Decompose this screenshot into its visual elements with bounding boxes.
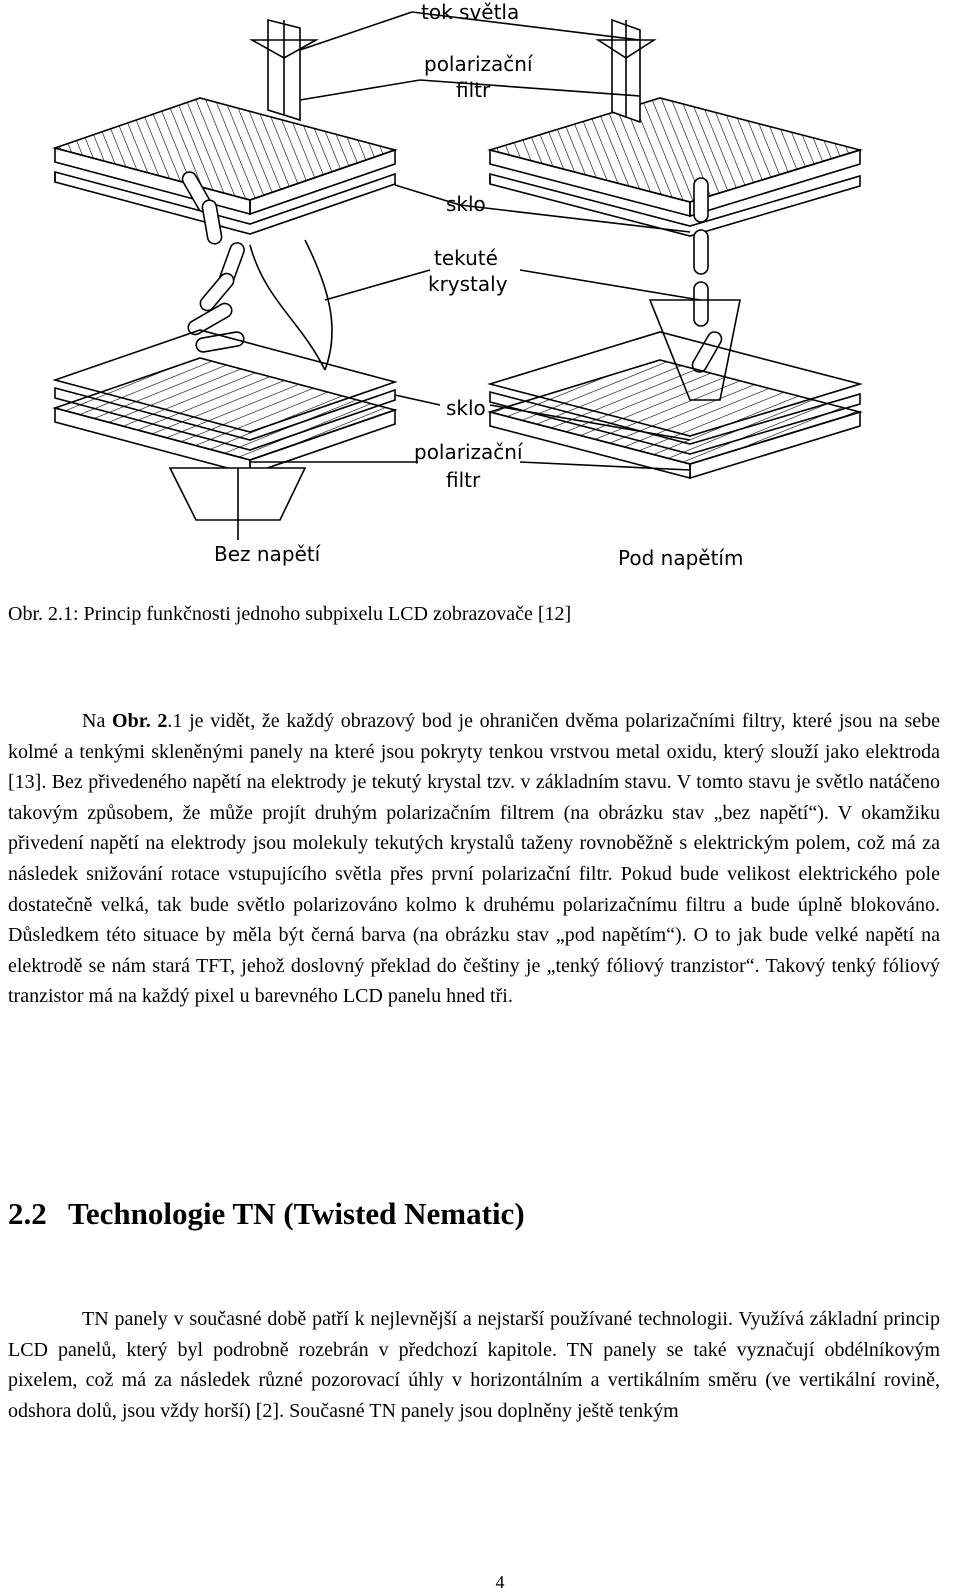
paragraph-1-lead: Na [82,710,113,732]
label-polarizacni-top-2: filtr [456,78,491,102]
label-pod-napetim: Pod napětím [618,546,744,570]
section-number: 2.2 [8,1196,47,1231]
label-polarizacni-bottom-2: filtr [446,468,481,492]
paragraph-1-lead-bold: Obr. 2 [112,710,168,732]
page-number: 4 [495,1572,505,1592]
section-title: Technologie TN (Twisted Nematic) [68,1196,525,1231]
lcd-subpixel-figure [0,0,960,590]
label-tok-svetla: tok světla [421,0,520,24]
label-polarizacni-top-1: polarizační [424,52,533,76]
paragraph-2-text: TN panely v současné době patří k nejlevnější a nejstarší používané technologii. Využívá základní princip LCD panelů, který byl podrobně rozebrán v předchozí kapitole. TN panely se také vyznačují obdélníkovým pixelem, což má za následek různé pozorovací úhly v horizontálním a vertikálním směru (ve vertikální rovině, odshora dolů, jsou vždy horší) [2]. Současné TN panely jsou doplněny ještě tenkým [8,1308,940,1422]
paragraph-1 [8,706,940,1012]
paragraph-2 [8,1304,940,1426]
figure-caption: Obr. 2.1: Princip funkčnosti jednoho subpixelu LCD zobrazovače [12] [8,603,572,625]
label-bez-napeti: Bez napětí [214,542,321,566]
section-heading [8,1196,525,1232]
label-sklo-bottom: sklo [446,396,486,420]
paragraph-1-text: .1 je vidět, že každý obrazový bod je ohraničen dvěma polarizačními filtry, které jsou na sebe kolmé a tenkými skleněnými panely na které jsou pokryty tenkou vrstvou metal oxidu, který slouží jako elektroda [13]. Bez přivedeného napětí na elektrody je tekutý krystal tzv. v základním stavu. V tomto stavu je světlo natáčeno takovým způsobem, že může projít druhým polarizačním filtrem (na obrázku stav „bez napětí“). V okamžiku přivedení napětí na elektrody jsou molekuly tekutých krystalů taženy rovnoběžně s elektrickým polem, což má za následek snižování rotace vstupujícího světla přes první polarizační filtr. Pokud bude velikost elektrického pole dostatečně velká, tak bude světlo polarizováno kolmo k druhému polarizačnímu filtru a bude úplně blokováno. Důsledkem této situace by měla být černá barva (na obrázku stav „pod napětím“). O to jak bude velké napětí na elektrodě se nám stará TFT, jehož doslovný překlad do češtiny je „tenký fóliový tranzistor“. Takový tenký fóliový tranzistor má na každý pixel u barevného LCD panelu hned tři. [8,710,940,1008]
label-tekute-1: tekuté [434,246,498,270]
label-tekute-2: krystaly [428,272,508,296]
label-polarizacni-bottom-1: polarizační [414,440,523,464]
label-sklo-top: sklo [446,192,486,216]
